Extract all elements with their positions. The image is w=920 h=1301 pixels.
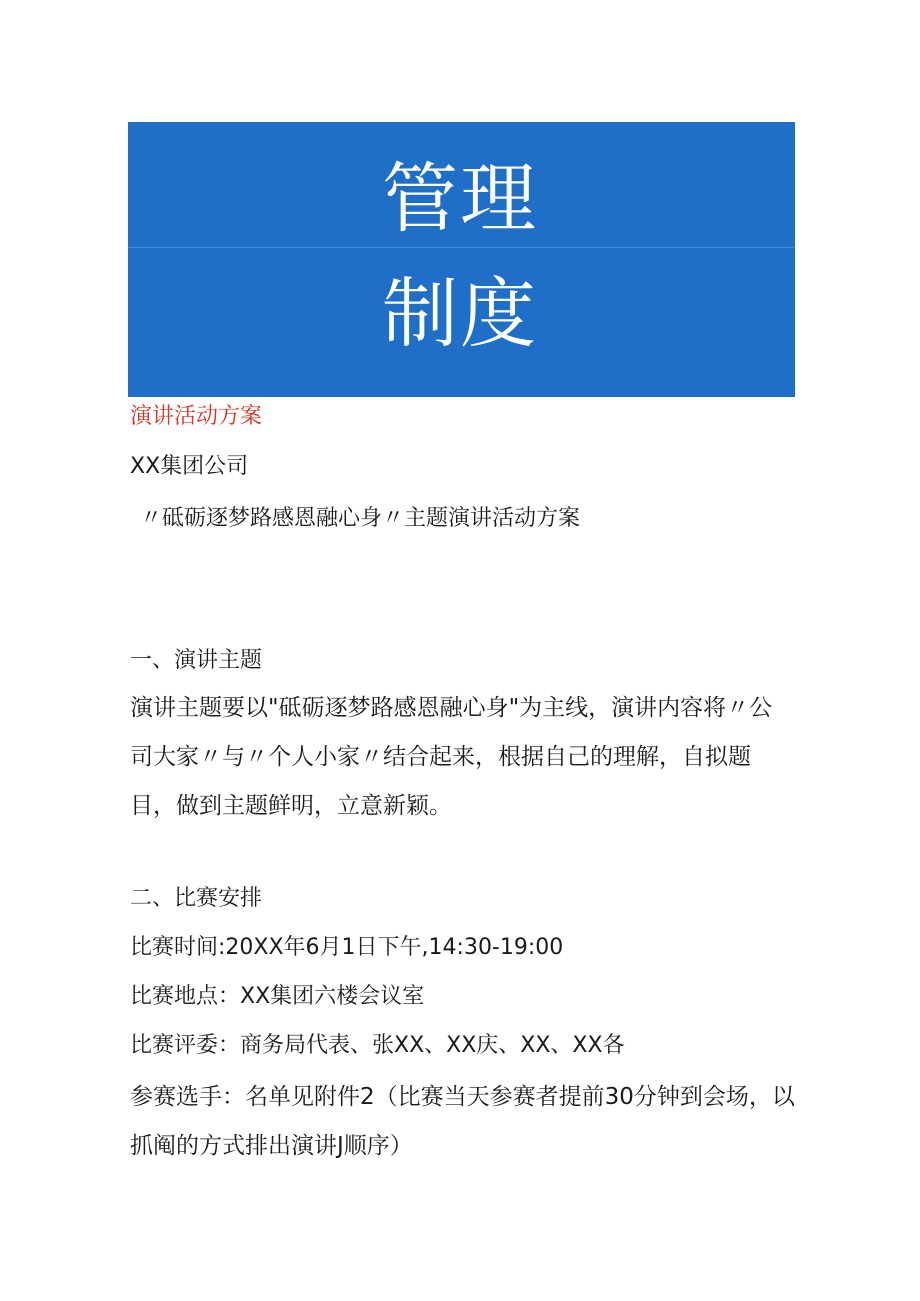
- schedule-contestants: 参赛选手：名单见附件2（比赛当天参赛者提前30分钟到会场，以抓阄的方式排出演讲J顺序）: [130, 1084, 795, 1159]
- banner-title-line-2: 制度: [382, 269, 538, 358]
- banner-title-line-1: 管理: [382, 154, 538, 243]
- company-name: XX集团公司: [130, 454, 249, 479]
- document-label: 演讲活动方案: [130, 404, 263, 429]
- section-body-1: 演讲主题要以"砥砺逐梦路感恩融心身"为主线，演讲内容将〃公司大家〃与〃个人小家〃结合起来，根据自己的理解，自拟题目，做到主题鲜明，立意新颖。: [130, 695, 773, 819]
- document-subtitle: 〃砥砺逐梦路感恩融心身〃主题演讲活动方案: [140, 506, 581, 531]
- banner-divider: [128, 247, 795, 248]
- schedule-judges: 比赛评委：商务局代表、张XX、XX庆、XX、XX各: [130, 1033, 625, 1058]
- schedule-venue: 比赛地点：XX集团六楼会议室: [130, 984, 425, 1009]
- section-heading-2: 二、比赛安排: [130, 886, 263, 911]
- section-heading-1: 一、演讲主题: [130, 648, 263, 673]
- schedule-time: 比赛时间:20XX年6月1日下午,14:30-19:00: [130, 935, 564, 960]
